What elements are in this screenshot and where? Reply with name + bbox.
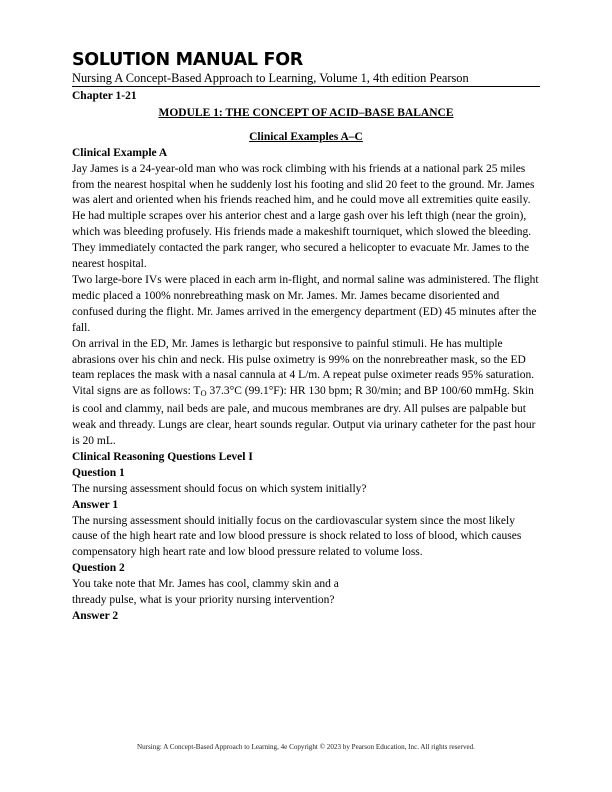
level-one-heading: Clinical Reasoning Questions Level I (72, 450, 253, 463)
vital-signs-text: 37.3°C (99.1°F): HR 130 bpm; R 30/min; and BP 100/60 mmHg. Skin is cool and clammy, nail beds are pale, and mucous membranes are dry. All pulses are palpable but weak and thready. Lungs are clear, heart sounds regular. Output via urinary catheter for the past hour is 20 mL. (72, 385, 536, 448)
module-title: MODULE 1: THE CONCEPT OF ACID–BASE BALANCE (158, 106, 454, 119)
example-a-paragraph-2: Two large-bore IVs were placed in each arm in-flight, and normal saline was administered. The flight medic placed a 100% nonrebreathing mask on Mr. James. Mr. James became disoriented and confused during the flight. Mr. James arrived in the emergency department (ED) 45 minutes after the fall. (72, 273, 539, 334)
chapter-label: Chapter 1-21 (72, 90, 137, 102)
question-1-text: The nursing assessment should focus on which system initially? (72, 482, 367, 495)
answer-2-heading: Answer 2 (72, 610, 119, 622)
question-1-heading: Question 1 (72, 466, 125, 479)
solution-manual-banner: SOLUTION MANUAL FOR (72, 50, 303, 70)
vital-signs-prefix: Vital signs are as follows: T (72, 385, 201, 398)
example-a-heading: Clinical Example A (72, 146, 168, 159)
temperature-subscript: O (200, 388, 207, 399)
examples-title: Clinical Examples A–C (249, 130, 363, 143)
example-a-vital-signs (72, 384, 540, 450)
book-subtitle: Nursing A Concept-Based Approach to Learning, Volume 1, 4th edition Pearson (72, 71, 469, 85)
example-a-paragraph-3: On arrival in the ED, Mr. James is lethargic but responsive to painful stimuli. He has multiple abrasions over his chin and neck. His pulse oximetry is 99% on the nonrebreather mask, so the ED team replaces the mask with a nasal cannula at 4 L/m. A repeat pulse oximeter reads 95% saturation. (72, 337, 535, 382)
question-2-heading: Question 2 (72, 562, 125, 575)
question-2-line-1: You take note that Mr. James has cool, clammy skin and a (72, 578, 339, 591)
header-rule (72, 86, 540, 87)
copyright-footer: Nursing: A Concept-Based Approach to Learning, 4e Copyright © 2023 by Pearson Education, Inc. All rights reserved. (137, 743, 475, 751)
example-a-paragraph-1: Jay James is a 24-year-old man who was rock climbing with his friends at a national park 25 miles from the nearest hospital when he suddenly lost his footing and slid 20 feet to the ground. Mr. James was alert and oriented when his friends reached him, and he could move all extremities quite easily. He had multiple scrapes over his anterior chest and a large gash over his left thigh (near the groin), which was bleeding profusely. His friends made a makeshift tourniquet, which slowed the bleeding. They immediately contacted the park ranger, who secured a helicopter to evacuate Mr. James to the nearest hospital. (72, 162, 535, 271)
question-2-line-2: thready pulse, what is your priority nursing intervention? (72, 594, 335, 607)
answer-1-heading: Answer 1 (72, 498, 119, 511)
page-body (72, 89, 540, 625)
answer-1-text: The nursing assessment should initially focus on the cardiovascular system since the most likely cause of the high heart rate and low blood pressure is shock related to loss of blood, which causes compensatory high heart rate and low blood pressure related to volume loss. (72, 514, 522, 559)
